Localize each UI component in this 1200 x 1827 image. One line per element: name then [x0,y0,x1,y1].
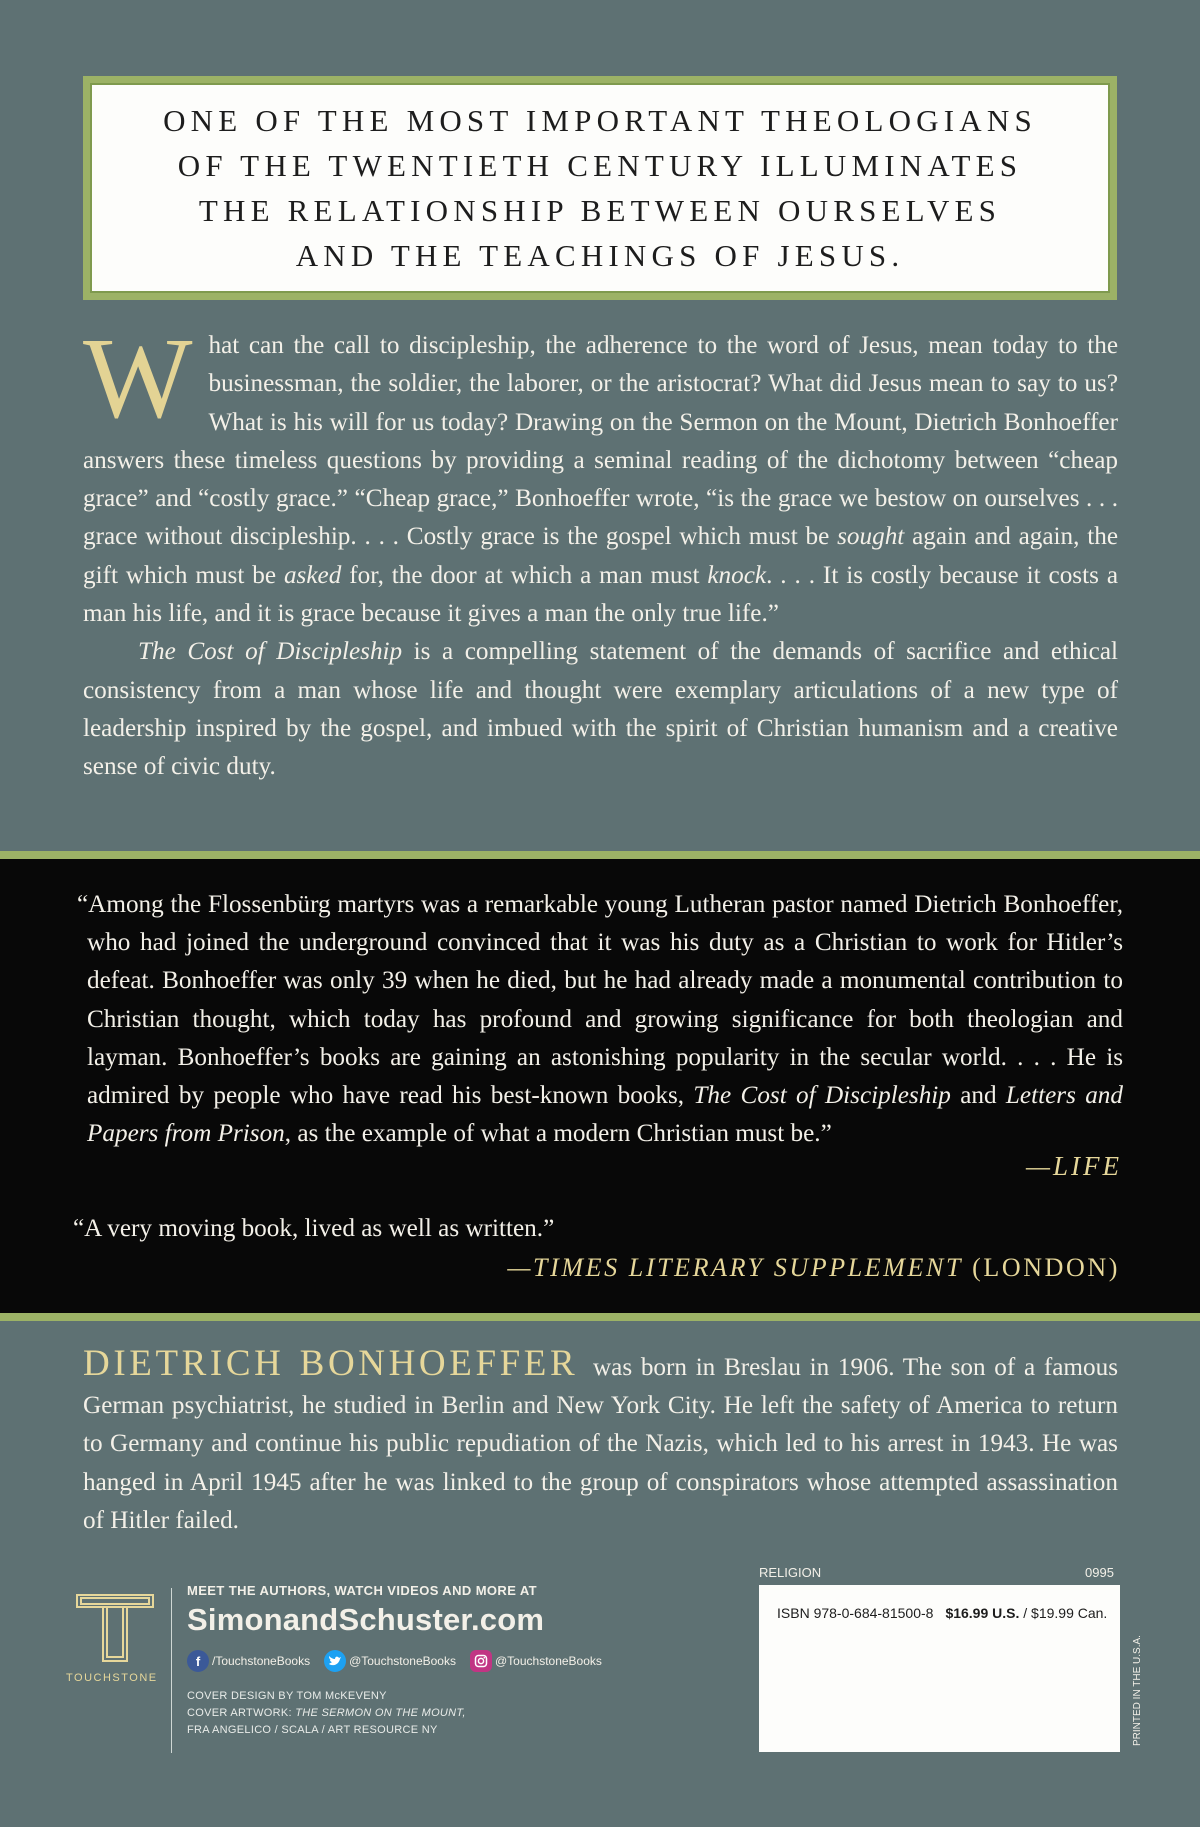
facebook-handle: /TouchstoneBooks [212,1654,311,1668]
author-bio [83,1345,1118,1540]
instagram-link[interactable] [470,1650,602,1672]
vertical-rule [171,1588,172,1753]
italic-run: sought [837,523,905,551]
author-name: DIETRICH BONHOEFFER [83,1343,579,1384]
headline-line: OF THE TWENTIETH CENTURY ILLUMINATES [177,148,1023,183]
text-run: COVER ARTWORK: [187,1707,296,1719]
price-code: 0995 [1085,1565,1114,1580]
headline-panel [90,83,1110,293]
text-run: “Among the Flossenbürg martyrs was a remarkable young Lutheran pastor named Dietrich Bonhoeffer, who had joined the underground convinced that it was his duty as a Christian to work for Hitler’s defeat. Bonhoeffer was only 39 when he died, but he had already made a monumental contribution to Christian thought, which today has profound and growing significance for both theologian and layman. Bonhoeffer’s books are gaining an astonishing popularity in the secular world. . . . He is admired by people who have read his best-known books, [77,891,1123,1110]
book-description [83,315,1119,787]
book-title-italic: Letters and Papers from Prison [87,1082,1123,1148]
credit-line [187,1705,602,1722]
text-run: (LONDON) [963,1253,1120,1282]
text-run: for, the door at which a man must [341,561,708,589]
drop-cap: W [83,315,193,443]
headline-line: THE RELATIONSHIP BETWEEN OURSELVES [198,193,1002,228]
instagram-icon [470,1650,492,1672]
twitter-link[interactable] [324,1650,456,1672]
text-run: hat can the call to discipleship, the adherence to the word of Jesus, mean today to the businessman, the soldier, the laborer, or the aristocrat? What did Jesus mean to say to us? What is his will for us today? Drawing on the Sermon on the Mount, Dietrich Bonhoeffer answers these timeless questions by providing a seminal reading of the dichotomy between “cheap grace” and “costly grace.” “Cheap grace,” Bonhoeffer wrote, “is the grace we bestow on ourselves . . . grace without discipleship. . . . Costly grace is the gospel which must be [83,332,1118,551]
text-run: . . . . It is costly because it costs a man his life, and it is grace because it gives a man the only true life.” [83,561,1118,628]
twitter-icon [324,1650,346,1672]
italic-run: —TIMES LITERARY SUPPLEMENT [507,1253,964,1282]
printed-in-usa: PRINTED IN THE U.S.A. [1132,1635,1143,1746]
review-quote-life [73,886,1123,1153]
green-divider [0,1313,1200,1321]
bisac-category: RELIGION [759,1565,822,1580]
price-can: / $19.99 Can. [1019,1605,1108,1621]
text-run: , as the example of what a modern Christian must be.” [284,1120,832,1148]
headline-frame [83,76,1117,300]
social-links [187,1650,602,1672]
book-title-italic: The Cost of Discipleship [138,638,403,666]
cover-credits [187,1688,602,1739]
book-title-italic: The Cost of Discipleship [693,1082,951,1110]
text-run: again and again, the gift which must be [83,523,1119,589]
isbn: ISBN 978-0-684-81500-8 [777,1605,934,1621]
publisher-website-link[interactable]: SimonandSchuster.com [187,1602,545,1637]
text-run: and [950,1082,1006,1110]
credit-line: FRA ANGELICO / SCALA / ART RESOURCE NY [187,1724,438,1736]
italic-run: THE SERMON ON THE MOUNT, [295,1707,466,1719]
headline-line: ONE OF THE MOST IMPORTANT THEOLOGIANS [163,103,1037,138]
instagram-handle: @TouchstoneBooks [494,1654,602,1668]
quote-attribution-tls [507,1253,1120,1283]
promo-text: MEET THE AUTHORS, WATCH VIDEOS AND MORE AT [187,1583,537,1598]
green-divider [0,851,1200,859]
twitter-handle: @TouchstoneBooks [349,1654,456,1668]
barcode-panel [759,1585,1120,1752]
price-us: $16.99 U.S. [945,1605,1020,1621]
italic-run: asked [283,561,342,589]
quote-attribution-life: —LIFE [1026,1151,1122,1181]
publisher-promo [187,1583,602,1739]
credit-line: COVER DESIGN BY TOM McKEVENY [187,1690,387,1702]
bio-text: was born in Breslau in 1906. The son of a famous German psychiatrist, he studied in Berlin and New York City. He left the safety of America to return to Germany and continue his public repudiation of the Nazis, which led to his arrest in 1943. He was hanged in April 1945 after he was linked to the group of conspirators whose attempted assassination of Hitler failed. [83,1354,1118,1534]
text-run: is a compelling statement of the demands of sacrifice and ethical consistency from a man whose life and thought were exemplary articulations of a new type of leadership inspired by the gospel, and imbued with the spirit of Christian humanism and a creative sense of civic duty. [83,638,1119,781]
facebook-link[interactable] [187,1650,310,1672]
isbn-price-line [777,1605,1107,1621]
italic-run: knock [707,561,767,589]
description-paragraph-1 [83,315,1119,633]
review-quote-tls: “A very moving book, lived as well as written.” [73,1215,555,1242]
facebook-icon: f [187,1650,209,1672]
publisher-wordmark: TOUCHSTONE [66,1672,158,1684]
headline-line: AND THE TEACHINGS OF JESUS. [295,238,905,273]
description-paragraph-2 [83,633,1118,786]
touchstone-logo-icon [75,1593,155,1663]
